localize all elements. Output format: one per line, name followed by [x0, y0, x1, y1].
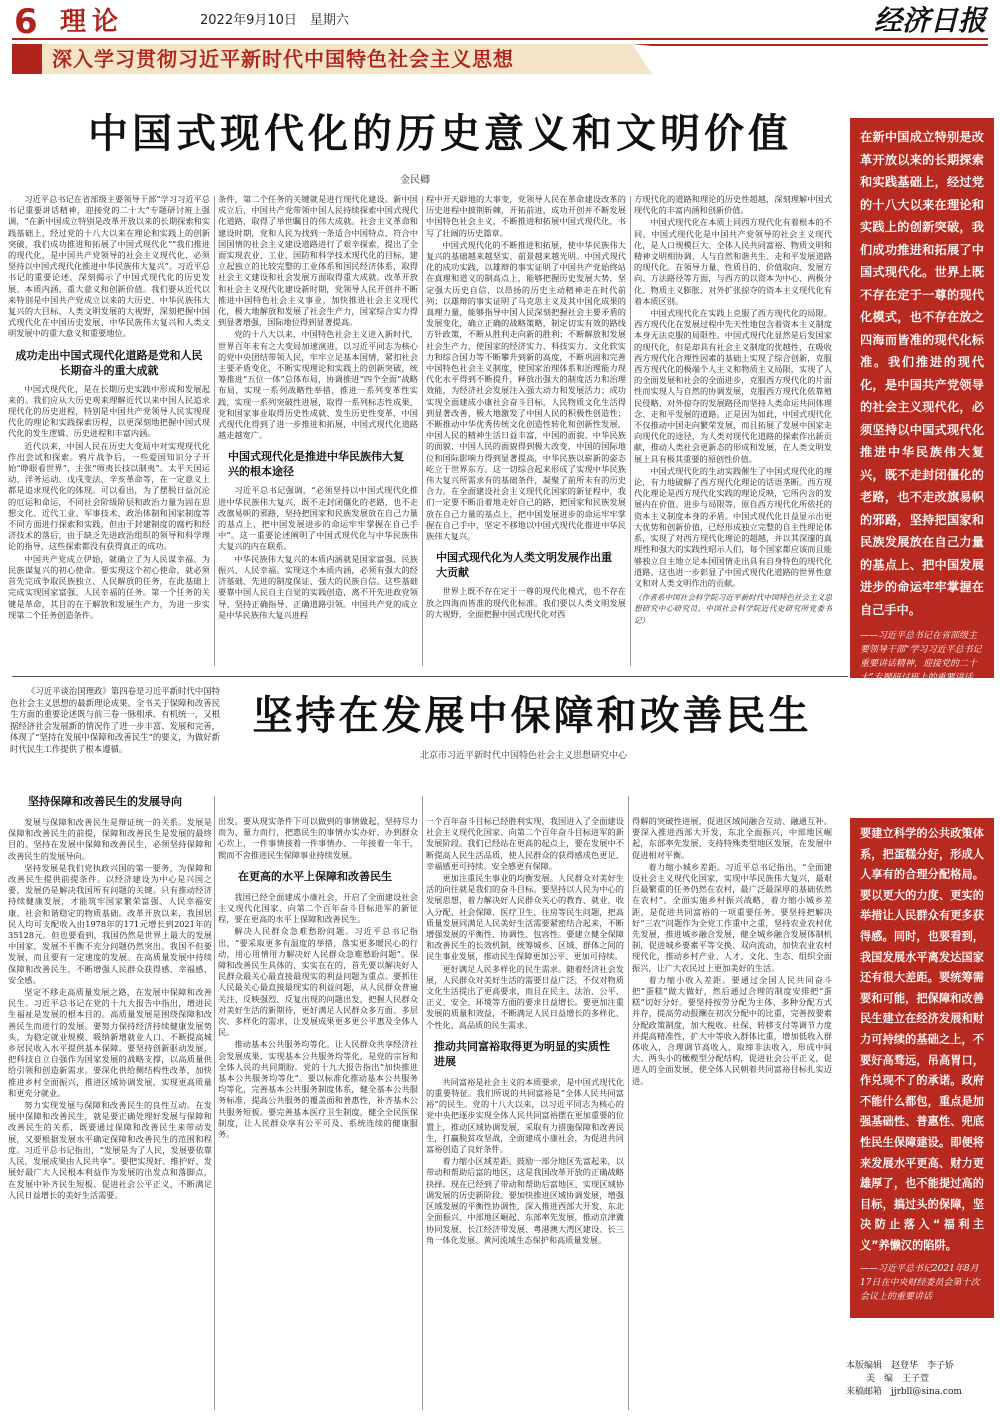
- paragraph: 发展与保障和改善民生是辩证统一的关系。发展是保障和改善民生的前提，保障和改善民生是发展的最终目的。坚持在发展中保障和改善民生，必须坚持保障和改善民生的发展导向。: [8, 817, 212, 861]
- article1-subhead-1: 成功走出中国式现代化道路是党和人民长期奋斗的重大成就: [15, 348, 203, 377]
- article2-column-4: [632, 816, 832, 1414]
- paragraph: 更加注重民生事业的均衡发展。人民群众对美好生活的向往就是我们的奋斗目标。要坚持以人民为中心的发展思想，着力解决好人民群众关心的教育、就业、收入分配、社会保障、医疗卫生、住房等民生问题，把高质量发展同满足人民美好生活需要紧密结合起来，不断增强发展的平衡性、协调性、包容性。要建立健全保障和改善民生的长效机制，统筹城乡、区域、群体之间的民生事业发展，推动民生保障更加公平、更加可持续。: [426, 873, 624, 962]
- article1-column-2: [218, 194, 418, 670]
- paragraph: 共同富裕是社会主义的本质要求，是中国式现代化的重要特征。我们所说的共同富裕是“全体人民共同富裕”的民生。党的十八大以来，以习近平同志为核心的党中央把逐步实现全体人民共同富裕摆在更加重要的位置上，推动区域协调发展，采取有力措施保障和改善民生，打赢脱贫攻坚战，全面建成小康社会，为促进共同富裕创造了良好条件。: [426, 1076, 624, 1155]
- article2-subhead-3: 推动共同富裕取得更为明显的实质性进展: [434, 1039, 610, 1068]
- sidebar-quote: 要建立科学的公共政策体系，把蛋糕分好，形成人人享有的合理分配格局。要以更大的力度、更实的举措让人民群众有更多获得感。同时，也要看到，我国发展水平离发达国家还有很大差距。要统筹需要和可能，把保障和改善民生建立在经济发展和财力可持续的基础之上，不要好高骛远，吊高胃口，作兑现不了的承诺。政府不能什么都包，重点是加强基础性、普惠性、兜底性民生保障建设。即便将来发展水平更高、财力更雄厚了，也不能提过高的目标，搞过头的保障，坚决防止落入“福利主义”养懒汉的陷阱。: [860, 827, 984, 1252]
- issue-date: 2022年9月10日 星期六: [200, 13, 349, 28]
- paragraph: 近代以来，中国人民在历史大变局中对实现现代化作出尝试和探索。鸦片战争后，一些爱国知识分子开始“睁眼看世界”，主张“师夷长技以制夷”。太平天国运动、洋务运动、戊戌变法、辛亥革命等，在一定意义上都是追求现代化的体现。可以看出，为了摆脱日益沉沦的厄运和命运，不同社会阶级阶层和政治力量为固在思想文化、近代工业、军事技术、政治体制和国家制度等不同方面进行探索和实践，但由于封建制度的腐朽和经济技术的落后，由于缺乏先进政治组织的领导和科学理论的指导，这些探索都没有获得真正的成功。: [8, 440, 210, 552]
- newspaper-logo: 经济日报: [873, 4, 986, 37]
- designer-line: 美 编 王子萱: [866, 1374, 930, 1384]
- quote-sidebar-1: [850, 118, 994, 683]
- paragraph: 中国式现代化在实践上克服了西方现代化的局限。西方现代化在发展过程中先天性地包含着资本主义制度本身无法克服的局限性。中国式现代化显然是后发国家的现代化，但是却具有社会主义制度的优越性，在吸收西方现代化合理性因素的基础上实现了综合创新，克服西方现代化的极端个人主义和物质主义局限，实现了人的全面发展和社会的全面进步，克服西方现代化的片面性而实现人与自然的协调发展，克服西方现代化依靠殖民侵略、对外掠夺的发展路径而坚持人类命运共同体理念、走和平发展的道路。正是因为如此，中国式现代化不仅推动中国走向繁荣发展，而且拓展了发展中国家走向现代化的途径，为人类对现代化道路的探索作出新贡献，推动人类社会更新态的形成和发展，在人类文明发展上具有极其重要的原创性价值。: [634, 308, 832, 464]
- paragraph: 中国式现代化，是在长期历史实践中形成和发展起来的。我们应从大历史观来理解近代以来中国人民追求现代化的历史进程，特别是中国共产党领导人民实现现代化的理论和实践探索历程，以更深刻地把握中国式现代化的发生逻辑、历史进程和丰富内涵。: [8, 383, 210, 439]
- column-divider: [422, 796, 423, 1410]
- article2-lead: [10, 686, 220, 766]
- article1-column-3: [426, 194, 626, 670]
- article1-column-4: [634, 194, 832, 670]
- article2-subhead-1: 坚持保障和改善民生的发展导向: [28, 795, 182, 808]
- paragraph: 中国式现代化的生动实践催生了中国式现代化的理论，有力地破解了西方现代化理论的话语垄断。西方现代化理论是西方现代化实践的理论反映，它所内含的发展内在价值、进步与局限等，原自西方现代化所依托的资本主义制度本身的矛盾。中国式现代化日益显示出更大优势和创新价值，已经形成独立完整的自主性理论体系，实现了对西方现代化理论的超越，并以其深邃的真理性和强大的实践性昭示人们，每个国家都应该而且能够独立自主地立足本国国情走出具有自身特色的现代化道路。这也进一步彰显了中国式现代化道路的世界性意义和对人类文明作出的贡献。: [634, 465, 832, 588]
- paragraph: 更好满足人民多样化的民生需求。随着经济社会发展，人民群众对美好生活的需要日益广泛，不仅对物质文化生活提出了更高要求，而且在民主、法治、公平、正义、安全、环境等方面的要求日益增长。要更加注重发展的质量和效益，不断满足人民日益增长的多样化、个性化、高品质的民生需求。: [426, 963, 624, 1030]
- column-divider: [422, 196, 423, 666]
- paragraph: 条件，第二个任务的关键就是进行现代化建设。新中国成立后，中国共产党带领中国人民持续探索中国式现代化道路，取得了举世瞩目的伟大成就。社会主义革命和建设时期，党和人民为找到一条适合中国特点、符合中国国情的社会主义建设道路进行了艰辛探索，提出了全面实现农业、工业、国防和科学技术现代化的目标，建立起独立的比较完整的工业体系和国民经济体系，取得社会主义建设和社会发展方面取得重大成就。改革开放和社会主义现代化建设新时期，党领导人民开创并不断推进中国特色社会主义事业，加快推进社会主义现代化，极大地解放和发展了社会生产力，国家综合实力得到显著增强，国际地位得到显著提高。: [218, 194, 418, 328]
- paragraph: 着力缩小城乡差距。习近平总书记指出，“全面建设社会主义现代化国家，实现中华民族伟大复兴，最艰巨最繁重的任务仍然在农村，最广泛最深厚的基础依然在农村”。全面实施乡村振兴战略，着力缩小城乡差距，是促进共同富裕的一项重要任务。要坚持把解决好“三农”问题作为全党工作重中之重，坚持农业农村优先发展，推进城乡融合发展，健全城乡融合发展体制机制，促进城乡要素平等交换、双向流动，加快农业农村现代化，推动乡村产业、人才、文化、生态、组织全面振兴，让广大农民过上更加美好的生活。: [632, 861, 832, 973]
- sidebar-quote: 在新中国成立特别是改革开放以来的长期探索和实践基础上，经过党的十八大以来在理论和实践上的创新突破，我们成功推进和拓展了中国式现代化。世界上既不存在定于一尊的现代化模式，也不存在放之四海而皆准的现代化标准。我们推进的现代化，是中国共产党领导的社会主义现代化，必须坚持以中国式现代化推进中华民族伟大复兴，既不走封闭僵化的老路，也不走改旗易帜的邪路，坚持把国家和民族发展放在自己力量的基点上、把中国发展进步的命运牢牢掌握在自己手中。: [860, 130, 984, 617]
- paragraph: 着力缩小收入差距。要通过全国人民共同奋斗把“蛋糕”做大做好，然后通过合理的制度安排把“蛋糕”切好分好。要坚持按劳分配为主体、多种分配方式并存，提高劳动报酬在初次分配中的比重，完善按要素分配政策制度，加大税收、社保、转移支付等调节力度并提高精准性，扩大中等收入群体比重，增加低收入群体收入，合理调节高收入，取缔非法收入，形成中间大、两头小的橄榄型分配结构，促进社会公平正义，促进人的全面发展，使全体人民朝着共同富裕目标扎实迈进。: [632, 974, 832, 1086]
- paragraph: 得解的突破性进展，促进区域间融合互动、融通互补。要深入推进西部大开发，东北全面振兴，中部地区崛起，东部率先发展，支持特殊类型地区发展，在发展中促进相对平衡。: [632, 816, 832, 860]
- section-separator: [12, 676, 848, 677]
- paragraph: 着力缩小区域差距。鼓励一部分地区先富起来，以带动和帮助后富的地区，这是我国改革开放的正确战略抉择。现在已经到了带动和帮助后富地区、实现区域协调发展的历史新阶段。要加快推进区域协调发展，增强区域发展的平衡性协调性，深入推进西部大开发、东北全面振兴、中部地区崛起、东部率先发展，推动京津冀协同发展、长江经济带发展、粤港澳大湾区建设、长三角一体化发展、黄河流域生态保护和高质量发展。: [426, 1156, 624, 1245]
- paragraph: 中华民族伟大复兴的本质内涵就是国家富强、民族振兴、人民幸福。实现这个本质内涵，必须有强大的经济基础、先进的制度保证、强大的民族自信。这些基础要靠中国人民自主自觉的实践创造，离不开先进政党领导、坚持正确指导、正确道路引领。中国共产党的成立是中华民族伟大复兴进程: [218, 553, 418, 620]
- column-divider: [630, 196, 631, 666]
- article1-subhead-3: 中国式现代化为人类文明发展作出重大贡献: [436, 551, 612, 580]
- paragraph: 党的十八大以来，中国特色社会主义进入新时代，世界百年未有之大变局加速演进，以习近平同志为核心的党中央团结带领人民，牢牢立足基本国情，紧扣社会主要矛盾变化，不断实现理论和实践上的创新突破，统筹推进“五位一体”总体布局，协调推进“四个全面”战略布局，实现一系列战略性举措，推进一系列变革性实践，实现一系列突破性进展，取得一系列标志性成果，党和国家事业取得历史性成就、发生历史性变革，中国式现代化得到了进一步推进和拓展，中国式现代化道路越走越宽广。: [218, 329, 418, 441]
- masthead-rule: [12, 38, 988, 40]
- paragraph: 一个百年奋斗目标已经胜利实现，我国进入了全面建设社会主义现代化国家、向第二个百年奋斗目标进军的新发展阶段。我们已经站在更高的起点上，要在发展中不断提高人民生活品质，使人民群众的获得感成色更足、幸福感更可持续、安全感更有保障。: [426, 816, 624, 871]
- paragraph: 习近平总书记在省部级主要领导干部“学习习近平总书记重要讲话精神，迎接党的二十大”专题研讨班上强调，“在新中国成立特别是改革开放以来的长期探索和实践基础上，经过党的十八大以来在理论和实践上的创新突破，我们成功推进和拓展了中国式现代化”“我们推进的现代化，是中国共产党领导的社会主义现代化，必须坚持以中国式现代化推进中华民族伟大复兴”。习近平总书记的重要论述，深刻揭示了中国式现代化的历史发展、本质内涵、重大意义和创新价值。我们要从近代以来特别是中国共产党成立以来的大历史、中华民族伟大复兴的大目标、人类文明发展的大视野，深刻把握中国式现代化在中国历史发展、中华民族伟大复兴和人类文明发展中的重大意义和重要地位。: [8, 194, 210, 339]
- column-divider: [214, 196, 215, 666]
- sidebar-citation: ——习近平总书记在省部级主要领导干部“学习习近平总书记重要讲话精神，迎接党的二十大”专题研讨班上的重要讲话: [860, 631, 982, 683]
- quote-sidebar-2: [850, 818, 994, 1318]
- column-divider: [628, 796, 629, 1410]
- paragraph: 解决人民群众急难愁盼问题。习近平总书记指出，“要采取更多有温度的举措，落实更多暖民心的行动，用心用情用力解决好人民群众急难愁盼问题”。保障和改善民生具体的、实实在在的，首先要以解决好人民群众最关心最直接最现实的利益问题为重点。要抓住人民最关心最直接最现实的利益问题，从人民群众普遍关注、反映强烈、反复出现的问题出发，把握人民群众对美好生活的新期待，更好满足人民群众多方面、多层次、多样化的需求，让发展成果更多更公平惠及全体人民。: [218, 926, 418, 1038]
- sidebar-citation: ——习近平总书记2021年8月17日在中央财经委员会第十次会议上的重要讲话: [860, 1264, 980, 1303]
- paragraph: 程中开天辟地的大事变，党领导人民在革命建设改革的历史进程中披荆斩棘，开拓前进，成功开创并不断发展中国特色社会主义，不断推进和拓展中国式现代化，书写了壮阔的历史篇章。: [426, 194, 626, 238]
- article2-title: 坚持在发展中保障和改善民生: [252, 692, 812, 739]
- lead-paragraph: 《习近平谈治国理政》第四卷是习近平新时代中国特色社会主义思想的最新理论成果。全书关于保障和改善民生方面的重要论述既与前三卷一脉相承、有机统一，又根据经济社会发展新的情况作了进一步丰富、发展和完善，体现了“坚持在发展中保障和改善民生”的要义，为做好新时代民生工作提供了根本遵循。: [10, 686, 220, 754]
- paragraph: 坚定不移走高质量发展之路，在发展中保障和改善民生。习近平总书记在党的十九大报告中指出，增进民生福祉是发展的根本目的。高质量发展是围绕保障和改善民生而进行的发展。要努力保持经济持续健康发展势头，为稳定就业规模、吸纳新增就业人口、不断提高城乡居民收入水平提供基本保障。要坚持创新驱动发展，把科技自立自强作为国家发展的战略支撑，以高质量供给引领和创造新需求。要深化供给侧结构性改革，加快推进乡村全面振兴，推进区域协调发展，实现更高质量和更充分就业。: [8, 987, 212, 1098]
- paragraph: 中国共产党成立伊始，就确立了为人民谋幸福、为民族谋复兴的初心使命。要实现这个初心使命，就必须首先完成争取民族独立、人民解放的任务，在此基础上完成实现国家富强、人民幸福的任务。第一个任务的关键是革命，其目的在于解放和发展生产力，为进一步实现第二个任务创造条件。: [8, 553, 210, 620]
- editor-line: 本版编辑 赵登华 李子娇: [846, 1361, 955, 1371]
- editor-credits: [846, 1360, 996, 1399]
- article2-author: 北京市习近平新时代中国特色社会主义思想研究中心: [420, 751, 628, 761]
- article2-column-2: [218, 816, 418, 1414]
- subject-banner-text: 深入学习贯彻习近平新时代中国特色社会主义思想: [52, 47, 514, 71]
- page-number: 6: [14, 2, 38, 42]
- email-line: 来稿邮箱 jjrbll@sina.com: [846, 1387, 962, 1397]
- paragraph: 出发。要从现实条件下可以做到的事情做起，坚持尽力而为、量力而行，把惠民生的事情办实办好、办到群众心坎上，一件事情接着一件事情办、一年接着一年干，锲而不舍推进民生保障事业持续发展。: [218, 816, 418, 860]
- column-divider: [214, 796, 215, 1410]
- paragraph: 方现代化的道路和理论的历史性超越，深刻理解中国式现代化的丰富内涵和创新价值。: [634, 194, 832, 216]
- article1-subhead-2: 中国式现代化是推进中华民族伟大复兴的根本途径: [228, 450, 404, 479]
- paragraph: 努力实现发展与保障和改善民生的良性互动。在发展中保障和改善民生，就是要正确处理好发展与保障和改善民生的关系，既要通过保障和改善民生来带动发展，又要根据发展水平确定保障和改善民生的范围和程度。习近平总书记指出，“发展是为了人民，发展要依靠人民，发展成果由人民共享”。要把实现好、维护好、发展好最广大人民根本利益作为发展的出发点和落脚点，在发展中补齐民生短板、促进社会公平正义，不断满足人民日益增长的美好生活需要。: [8, 1100, 212, 1200]
- article2-subhead-2: 在更高的水平上保障和改善民生: [238, 869, 392, 883]
- paragraph: 中国式现代化的不断推进和拓展，使中华民族伟大复兴的基础越来越坚实、前景越来越光明。中国式现代化的成功实践，以雄辩的事实证明了中国共产党始终站在真理和道义的制高点上，能够把握历史发展大势，坚定强大历史自信，以昂扬的历史主动精神走在时代前列；以雄辩的事实证明了马克思主义及其中国化成果的真理力量，能够指导中国人民深刻把握社会主要矛盾的发展变化，确立正确的战略策略，制定切实有效的路线方针政策，不断从胜利走向新的胜利；不断解放和发展社会生产力，使国家的经济实力、科技实力、文化软实力和综合国力等不断攀升到新的高度，不断巩固和完善中国特色社会主义制度，使国家治理体系和治理能力现代化水平得到不断提升，释放出强大的制度活力和治理效能，为经济社会发展注入强大动力和发展活力；成功实现全面建成小康社会奋斗目标，人民物质文化生活得到显著改善，极大地激发了中国人民的积极性创造性；不断推动中华优秀传统文化创造性转化和创新性发展，中国人民的精神生活日益丰富，中国的面貌、中华民族的面貌、中国人民的面貌得到极大改变，中国的国际地位和国际影响力得到显著提高，中华民族以崭新的姿态屹立于世界东方。这一切综合起来形成了实现中华民族伟大复兴所需求有的基础条件，凝聚了前所未有的历史合力。在全面建设社会主义现代化国家的新征程中，我们一定要不断沿着地走好自己的路，把国家和民族发展放在自己力量的基点上，把中国发展进步的命运牢牢掌握在自己手中，坚定不移地以中国式现代化推进中华民族伟大复兴。: [426, 239, 626, 542]
- article1-title: 中国式现代化的历史意义和文明价值: [88, 111, 792, 157]
- paragraph: 我国已经全面建成小康社会，开启了全面建设社会主义现代化国家、向第二个百年奋斗目标进军的新征程，要在更高的水平上保障和改善民生。: [218, 891, 418, 925]
- paragraph: 推动基本公共服务均等化。让人民群众共享经济社会发展成果，实现基本公共服务均等化，是党的宗旨和全体人民的共同期盼。党的十九大报告指出“加快推进基本公共服务均等化”。要以标准化推动基本公共服务均等化，完善基本公共服务制度体系，健全基本公共服务标准，提高公共服务的覆盖面和普惠性，补齐基本公共服务短板。要完善基本医疗卫生制度，健全全民医保制度，让人民群众享有公平可及、系统连续的健康服务。: [218, 1039, 418, 1140]
- section-title: 理论: [60, 7, 125, 37]
- article1-column-1: [8, 194, 210, 670]
- paragraph: 坚持发展是我们党执政兴国的第一要务，为保障和改善民生提供前提条件。以经济建设为中心是兴国之要，发展仍是解决我国所有问题的关键。只有推动经济持续健康发展，才能筑牢国家繁荣富强、人民幸福安康、社会和谐稳定的物质基础。改革开放以来，我国居民人均可支配收入由1978年的171元增长到2021年的35128元。但也要看到，我国仍然是世界上最大的发展中国家，发展不平衡不充分问题仍然突出。我国不但要发展，而且要有一定速度的发展。在高质量发展中持续保障和改善民生，不断增强人民群众获得感、幸福感、安全感。: [8, 862, 212, 985]
- article2-column-3: [426, 816, 624, 1414]
- author-note: （作者系中国社会科学院习近平新时代中国特色社会主义思想研究中心研究员、中国社会科学院近代史研究所党委书记）: [634, 593, 832, 625]
- paragraph: 中国式现代化在本质上同西方现代化有着根本的不同。中国式现代化是中国共产党领导的社会主义现代化，是人口规模巨大、全体人民共同富裕、物质文明和精神文明相协调、人与自然和谐共生、走和平发展道路的现代化。在领导力量、性质目的、价值取向、发展方向、方法路径等方面，与西方的以资本为中心、两极分化、物质主义膨胀、对外扩张掠夺的资本主义现代化有着本质区别。: [634, 217, 832, 306]
- paragraph: 世界上既不存在定于一尊的现代化模式，也不存在放之四海而皆准的现代化标准。我们要以人类文明发展的大视野，全面把握中国式现代化对西: [426, 586, 626, 619]
- article2-column-1: [8, 794, 212, 1414]
- article1-author: 金民卿: [400, 175, 430, 186]
- paragraph: 习近平总书记强调，“必须坚持以中国式现代化推进中华民族伟大复兴，既不走封闭僵化的老路，也不走改旗易帜的邪路，坚持把国家和民族发展放在自己力量的基点上，把中国发展进步的命运牢牢掌握在自己手中”。这一重要论述阐明了中国式现代化与中华民族伟大复兴的内在联系。: [218, 485, 418, 552]
